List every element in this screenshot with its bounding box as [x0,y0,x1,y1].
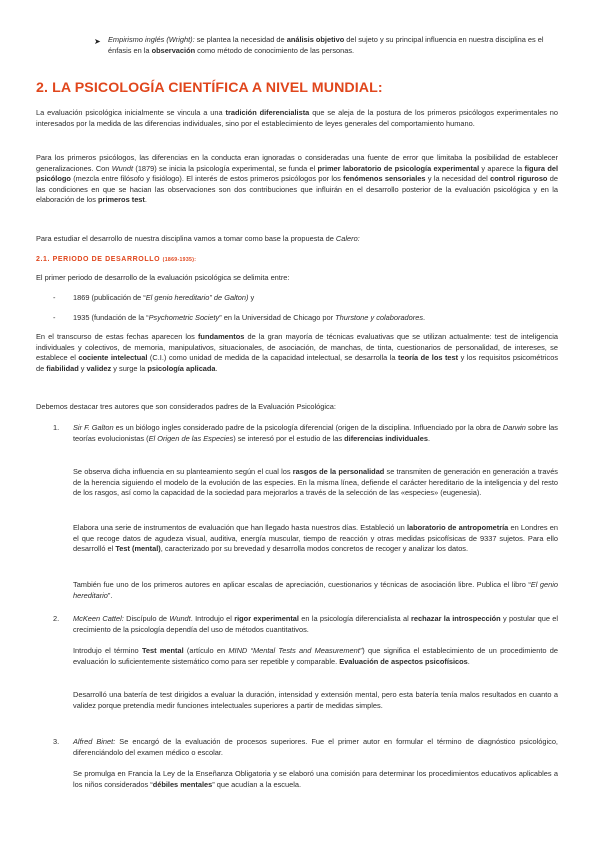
binet-paragraph-1: Alfred Binet: Se encargó de la evaluación de procesos superiores. Fue el primer autor en formular el término de diagnóstico psicológico, diferenciándolo del examen médico o escolar. [73,737,558,757]
dash-item-1935: 1935 (fundación de la “Psychometric Society” en la Universidad de Chicago por Thurstone y colaboradores. [73,313,426,322]
list-number: 3. [53,737,60,746]
dash-bullet: - [53,313,56,322]
paragraph-fundamentos: En el transcurso de estas fechas aparecen los fundamentos de la gran mayoría de técnicas evaluativas que se utilizan actualmente: test de inteligencia individuales y colectivos, de memoria, manipulativos, situacionales, de asociación, de manchas, de tinta, cuestionarios de personalidad, de intereses, se establece el cociente intelectual (C.I.) como unidad de medida de la capacidad intelectual, se desarrolla la teoría de los test y los requisitos psicométricos de fiabilidad y validez y surge la psicología aplicada. [36,332,559,373]
galton-paragraph-1: Sir F. Galton es un biólogo ingles considerado padre de la psicología diferencial (origen de la disciplina. Influenciado por la obra de Darwin sobre las teorías evolucionistas (El Origen de las Especies) se interesó por el estudio de las diferencias individuales. [73,423,558,443]
galton-paragraph-2: Se observa dicha influencia en su planteamiento según el cual los rasgos de la personalidad se transmiten de generación en generación a través de la herencia siguiendo el modelo de la evolución de las especies. En la misma línea, defiende el carácter hereditario de la inteligencia y del resto de los rasgos, así como la capacidad de la sociedad para mejorarlos a través de la selección de las «especies» (eugenesia). [73,467,559,498]
section-heading: 2. LA PSICOLOGÍA CIENTÍFICA A NIVEL MUNDIAL: [36,80,383,96]
paragraph-tres-autores: Debemos destacar tres autores que son considerados padres de la Evaluación Psicológica: [36,402,336,411]
empirismo-ingles-paragraph: Empirismo inglés (Wright): se plantea la necesidad de análisis objetivo del sujeto y su principal influencia en nuestra disciplina es el énfasis en la observación como método de conocimiento de las personas. [108,35,544,55]
list-number: 1. [53,423,60,432]
paragraph-periodo: El primer periodo de desarrollo de la evaluación psicológica se delimita entre: [36,273,290,282]
list-number: 2. [53,614,60,623]
cattel-paragraph-3: Desarrolló una batería de test dirigidos a evaluar la duración, intensidad y extensión mental, pero esta batería tenía malos resultados en cuanto a validez porque pretendía medir funciones intelectuales superiores a partir de medidas simples. [73,690,558,710]
cattel-paragraph-2: Introdujo el término Test mental (artículo en MIND “Mental Tests and Measurement”) que significa el establecimiento de un procedimiento de evaluación lo suficientemente sistemático como para ser repetible y comparable. Evaluación de aspectos psicofísicos. [73,646,559,666]
binet-paragraph-2: Se promulga en Francia la Ley de la Enseñanza Obligatoria y se elaboró una comisión para determinar los procedimientos educativos aplicables a los niños considerados “débiles mentales” que acudían a la escuela. [73,769,558,789]
arrow-bullet-icon: ➤ [94,37,101,46]
dash-bullet: - [53,293,56,302]
galton-paragraph-4: También fue uno de los primeros autores en aplicar escalas de apreciación, cuestionarios y técnicas de asociación libre. Publica el libro “El genio hereditario”. [73,580,558,600]
paragraph-wundt: Para los primeros psicólogos, las diferencias en la conducta eran ignoradas o consideradas una fuente de error que limitaba la posibilidad de establecer generalizaciones. Con Wundt (1879) se inicia la psicología experimental, se funda el primer laboratorio de psicología experimental y aparece la figura del psicólogo (mezcla entre filósofo y fisiólogo). El interés de estos primeros psicólogos por los fenómenos sensoriales y la necesidad del control riguroso de las condiciones en que se hacian las observaciones son dos contribuciones que influirán en el desarrollo posterior de la evaluación psicológica y en la elaboración de los primeros test. [36,153,559,205]
subsection-heading: 2.1. PERIODO DE DESARROLLO (1869-1935): [36,256,197,263]
cattel-paragraph-1: McKeen Cattel: Discípulo de Wundt. Introdujo el rigor experimental en la psicología diferencialista al rechazar la introspección y postular que el crecimiento de la psicología dependía del uso de métodos cuantitativos. [73,614,559,634]
paragraph-calero: Para estudiar el desarrollo de nuestra disciplina vamos a tomar como base la propuesta de Calero: [36,234,360,243]
galton-paragraph-3: Elabora una serie de instrumentos de evaluación que han llegado hasta nuestros días. Estableció un laboratorio de antropometría en Londres en el que recoge datos de agudeza visual, auditiva, energía muscular, tiempo de reacción y otras medidas psicofísicas de 9337 sujetos. Para ello desarrolló el Test (mental), caracterizado por su brevedad y desarrolla modos concretos de recoger y analizar los datos. [73,523,558,554]
dash-item-1869: 1869 (publicación de “El genio hereditario” de Galton) y [73,293,255,302]
paragraph-tradicion: La evaluación psicológica inicialmente se vincula a una tradición diferencialista que se aleja de la postura de los primeros psicólogos experimentales no interesados por la medida de las diferencias individuales, sino por el establecimiento de leyes generales del comportamiento humano. [36,108,559,128]
